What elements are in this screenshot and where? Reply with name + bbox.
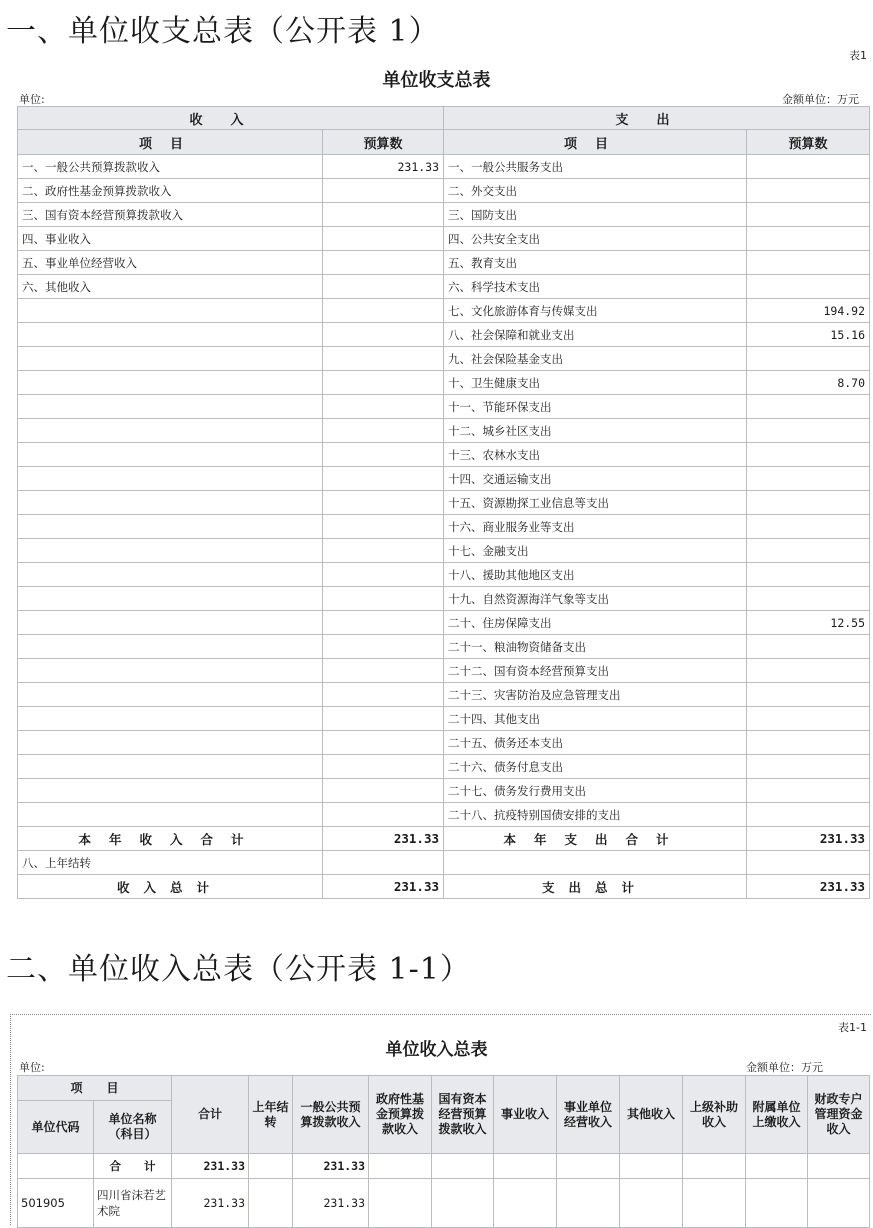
expense-amount (747, 347, 870, 371)
expense-amount (747, 659, 870, 683)
income-amount (323, 755, 444, 779)
expense-item: 二十一、粮油物资储备支出 (444, 635, 747, 659)
expense-amount: 12.55 (747, 611, 870, 635)
income-amount (323, 227, 444, 251)
expense-amount (747, 683, 870, 707)
sum-blank-cell (432, 1154, 494, 1179)
year-total-row (18, 827, 870, 851)
income-item: 六、其他收入 (18, 275, 323, 299)
income-amount (323, 515, 444, 539)
total-header: 合计 (172, 1076, 249, 1154)
unit-general-budget: 231.33 (293, 1179, 369, 1228)
income-amount (323, 563, 444, 587)
table2-title: 单位收入总表 (385, 1040, 488, 1060)
sum-label: 合 计 (94, 1154, 172, 1179)
table1-unit-label: 单位: (19, 93, 45, 106)
table-row (18, 515, 870, 539)
expense-grand-total-amount: 231.33 (747, 875, 870, 899)
income-item (18, 611, 323, 635)
grand-total-row (18, 875, 870, 899)
year-expense-total-amount: 231.33 (747, 827, 870, 851)
income-amount (323, 683, 444, 707)
expense-item: 三、国防支出 (444, 203, 747, 227)
blank-cell (620, 1179, 683, 1228)
expense-amount (747, 443, 870, 467)
income-amount (323, 587, 444, 611)
carryover-amount (323, 851, 444, 875)
section2-title: 二、单位收入总表（公开表 1-1） (6, 952, 471, 987)
income-amount (323, 299, 444, 323)
business-unit-operating-header: 事业单位经营收入 (557, 1076, 620, 1154)
table2-unit-label: 单位: (19, 1061, 45, 1074)
table1-amount-unit: 金额单位：万元 (782, 93, 859, 106)
expense-amount (747, 803, 870, 827)
table-row (18, 443, 870, 467)
expense-item: 二、外交支出 (444, 179, 747, 203)
expense-item: 十七、金融支出 (444, 539, 747, 563)
expense-amount (747, 275, 870, 299)
income-item (18, 659, 323, 683)
unit-name-header: 单位名称（科目） (94, 1101, 172, 1154)
income-item (18, 395, 323, 419)
sum-blank-cell (369, 1154, 432, 1179)
income-amount (323, 419, 444, 443)
table-row (18, 227, 870, 251)
income-item (18, 515, 323, 539)
blank-cell (369, 1179, 432, 1228)
expense-amount (747, 155, 870, 179)
affiliated-turnover-header: 附属单位上缴收入 (746, 1076, 808, 1154)
year-expense-total-label: 本年支出合计 (444, 827, 747, 851)
income-amount (323, 203, 444, 227)
income-amount (323, 443, 444, 467)
income-item (18, 299, 323, 323)
year-income-total-amount: 231.33 (323, 827, 444, 851)
table-row (18, 203, 870, 227)
expense-item: 五、教育支出 (444, 251, 747, 275)
sum-blank-cell (683, 1154, 746, 1179)
income-amount (323, 611, 444, 635)
income-amount (323, 371, 444, 395)
expense-item: 二十七、债务发行费用支出 (444, 779, 747, 803)
unit-name: 四川省沫若艺术院 (94, 1179, 172, 1228)
table-row (18, 755, 870, 779)
income-item (18, 779, 323, 803)
income-header: 收入 (18, 107, 444, 130)
general-budget-header: 一般公共预算拨款收入 (293, 1076, 369, 1154)
table-row (18, 803, 870, 827)
carryover-row (18, 851, 870, 875)
sum-blank-cell (746, 1154, 808, 1179)
expense-amount (747, 251, 870, 275)
expense-item: 二十三、灾害防治及应急管理支出 (444, 683, 747, 707)
income-amount (323, 491, 444, 515)
expense-item: 十六、商业服务业等支出 (444, 515, 747, 539)
expense-grand-total-label: 支出总计 (444, 875, 747, 899)
income-item: 三、国有资本经营预算拨款收入 (18, 203, 323, 227)
sum-general-budget: 231.33 (293, 1154, 369, 1179)
table-row (18, 659, 870, 683)
income-amount (323, 467, 444, 491)
sum-blank-cell (620, 1154, 683, 1179)
expense-item: 二十二、国有资本经营预算支出 (444, 659, 747, 683)
income-item (18, 731, 323, 755)
expense-amount (747, 755, 870, 779)
income-amount (323, 731, 444, 755)
expense-item: 十三、农林水支出 (444, 443, 747, 467)
table-row (18, 635, 870, 659)
table-row (18, 179, 870, 203)
expense-header: 支出 (444, 107, 870, 130)
expense-item: 十四、交通运输支出 (444, 467, 747, 491)
sum-code-blank (18, 1154, 94, 1179)
table-row (18, 155, 870, 179)
income-amount: 231.33 (323, 155, 444, 179)
income-amount (323, 395, 444, 419)
table-row (18, 731, 870, 755)
income-amount (323, 179, 444, 203)
section1-title: 一、单位收支总表（公开表 1） (6, 14, 440, 49)
unit-code: 501905 (18, 1179, 94, 1228)
expense-item: 十一、节能环保支出 (444, 395, 747, 419)
income-amount (323, 539, 444, 563)
income-item (18, 323, 323, 347)
unit-last-year (249, 1179, 293, 1228)
income-item: 四、事业收入 (18, 227, 323, 251)
carryover-expense-amount-blank (747, 851, 870, 875)
year-income-total-label: 本年收入合计 (18, 827, 323, 851)
sum-total: 231.33 (172, 1154, 249, 1179)
table-row (18, 419, 870, 443)
income-item-header: 项目 (18, 130, 323, 155)
income-item (18, 683, 323, 707)
table1-code: 表1 (849, 49, 867, 62)
income-expense-table (17, 106, 870, 899)
blank-cell (432, 1179, 494, 1228)
income-grand-total-amount: 231.33 (323, 875, 444, 899)
blank-cell (683, 1179, 746, 1228)
income-budget-header: 预算数 (323, 130, 444, 155)
expense-amount (747, 635, 870, 659)
table-row (18, 779, 870, 803)
income-amount (323, 635, 444, 659)
table1-body (18, 155, 870, 827)
income-item (18, 419, 323, 443)
unit-code-header: 单位代码 (18, 1101, 94, 1154)
expense-item: 十八、援助其他地区支出 (444, 563, 747, 587)
expense-item: 二十四、其他支出 (444, 707, 747, 731)
expense-amount (747, 515, 870, 539)
table1-title: 单位收支总表 (382, 70, 491, 91)
income-item (18, 707, 323, 731)
table-row (18, 347, 870, 371)
expense-amount (747, 419, 870, 443)
higher-subsidy-header: 上级补助收入 (683, 1076, 746, 1154)
expense-amount (747, 707, 870, 731)
table-row (18, 707, 870, 731)
income-item (18, 371, 323, 395)
item-header: 项 目 (18, 1076, 172, 1101)
expense-amount (747, 587, 870, 611)
carryover-expense-blank (444, 851, 747, 875)
expense-item-header: 项目 (444, 130, 747, 155)
income-item (18, 563, 323, 587)
income-item: 一、一般公共预算拨款收入 (18, 155, 323, 179)
income-item (18, 755, 323, 779)
sum-row (18, 1154, 870, 1179)
blank-cell (746, 1179, 808, 1228)
sum-blank-cell (808, 1154, 870, 1179)
sum-blank-cell (494, 1154, 557, 1179)
sum-blank-cell (557, 1154, 620, 1179)
table-row (18, 299, 870, 323)
expense-item: 二十六、债务付息支出 (444, 755, 747, 779)
expense-item: 十、卫生健康支出 (444, 371, 747, 395)
expense-item: 十九、自然资源海洋气象等支出 (444, 587, 747, 611)
income-item: 五、事业单位经营收入 (18, 251, 323, 275)
unit-total: 231.33 (172, 1179, 249, 1228)
table-row (18, 395, 870, 419)
income-amount (323, 347, 444, 371)
business-income-header: 事业收入 (494, 1076, 557, 1154)
table2-code: 表1-1 (838, 1021, 867, 1034)
income-grand-total-label: 收入总计 (18, 875, 323, 899)
expense-amount (747, 539, 870, 563)
income-amount (323, 659, 444, 683)
table2-amount-unit: 金额单位：万元 (746, 1061, 823, 1074)
expense-amount (747, 179, 870, 203)
expense-amount (747, 563, 870, 587)
table-row (18, 323, 870, 347)
income-amount (323, 707, 444, 731)
income-item (18, 587, 323, 611)
expense-amount: 8.70 (747, 371, 870, 395)
table-row (18, 587, 870, 611)
expense-amount (747, 203, 870, 227)
income-amount (323, 803, 444, 827)
expense-item: 二十八、抗疫特别国债安排的支出 (444, 803, 747, 827)
blank-cell (494, 1179, 557, 1228)
income-amount (323, 275, 444, 299)
expense-item: 二十五、债务还本支出 (444, 731, 747, 755)
income-summary-table (17, 1075, 870, 1228)
expense-item: 十二、城乡社区支出 (444, 419, 747, 443)
table-row (18, 251, 870, 275)
expense-amount: 15.16 (747, 323, 870, 347)
expense-item: 九、社会保险基金支出 (444, 347, 747, 371)
expense-item: 四、公共安全支出 (444, 227, 747, 251)
income-item (18, 443, 323, 467)
income-item (18, 491, 323, 515)
table-row (18, 611, 870, 635)
income-item (18, 803, 323, 827)
expense-item: 二十、住房保障支出 (444, 611, 747, 635)
expense-amount (747, 731, 870, 755)
other-income-header: 其他收入 (620, 1076, 683, 1154)
blank-cell (557, 1179, 620, 1228)
expense-item: 六、科学技术支出 (444, 275, 747, 299)
expense-amount (747, 395, 870, 419)
income-amount (323, 323, 444, 347)
expense-amount (747, 491, 870, 515)
table-row (18, 683, 870, 707)
gov-fund-header: 政府性基金预算拨款收入 (369, 1076, 432, 1154)
expense-item: 七、文化旅游体育与传媒支出 (444, 299, 747, 323)
state-capital-header: 国有资本经营预算拨款收入 (432, 1076, 494, 1154)
income-amount (323, 779, 444, 803)
carryover-label: 八、上年结转 (18, 851, 323, 875)
expense-item: 八、社会保障和就业支出 (444, 323, 747, 347)
expense-amount (747, 779, 870, 803)
expense-amount (747, 227, 870, 251)
table-row (18, 275, 870, 299)
last-year-header: 上年结转 (249, 1076, 293, 1154)
table-row (18, 1179, 870, 1228)
income-item: 二、政府性基金预算拨款收入 (18, 179, 323, 203)
expense-amount (747, 467, 870, 491)
income-item (18, 347, 323, 371)
table-row (18, 467, 870, 491)
income-item (18, 467, 323, 491)
sum-last-year (249, 1154, 293, 1179)
expense-amount: 194.92 (747, 299, 870, 323)
income-item (18, 539, 323, 563)
expense-budget-header: 预算数 (747, 130, 870, 155)
fiscal-special-header: 财政专户管理资金收入 (808, 1076, 870, 1154)
table-row (18, 539, 870, 563)
table-row (18, 371, 870, 395)
blank-cell (808, 1179, 870, 1228)
table-row (18, 491, 870, 515)
expense-item: 十五、资源勘探工业信息等支出 (444, 491, 747, 515)
income-item (18, 635, 323, 659)
expense-item: 一、一般公共服务支出 (444, 155, 747, 179)
income-amount (323, 251, 444, 275)
table-row (18, 563, 870, 587)
